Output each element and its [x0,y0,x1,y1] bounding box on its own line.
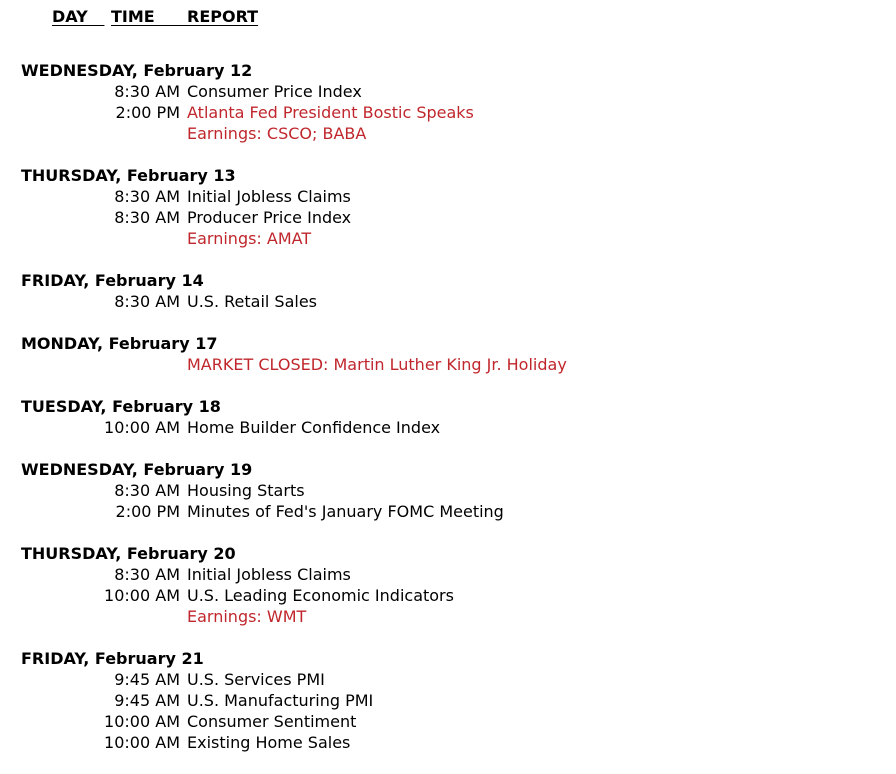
event-report: Minutes of Fed's January FOMC Meeting [187,502,504,521]
event-report-highlighted: MARKET CLOSED: Martin Luther King Jr. Holiday [187,355,567,374]
event-row [0,480,896,501]
event-row [0,123,896,144]
event-row [0,207,896,228]
event-time: 8:30 AM [114,82,180,101]
event-row [0,228,896,249]
event-time: 9:45 AM [114,670,180,689]
column-header-report: REPORT [187,7,259,26]
event-time: 2:00 PM [115,502,180,521]
event-report: U.S. Leading Economic Indicators [187,586,454,605]
event-row [0,186,896,207]
event-time: 10:00 AM [104,586,180,605]
event-report: U.S. Manufacturing PMI [187,691,374,710]
event-report: Consumer Price Index [187,82,362,101]
event-report: Consumer Sentiment [187,712,357,731]
day-block [0,648,896,753]
event-time: 2:00 PM [115,103,180,122]
day-heading: TUESDAY, February 18 [21,397,221,416]
event-row [0,417,896,438]
event-report: Initial Jobless Claims [187,565,351,584]
event-row [0,585,896,606]
event-report-highlighted: Earnings: AMAT [187,229,312,248]
economic-calendar [0,60,896,774]
event-row [0,354,896,375]
day-heading: WEDNESDAY, February 19 [21,460,253,479]
event-row [0,711,896,732]
event-row [0,564,896,585]
day-heading: FRIDAY, February 21 [21,649,204,668]
event-report: U.S. Retail Sales [187,292,318,311]
event-report: Housing Starts [187,481,305,500]
day-heading: THURSDAY, February 13 [21,166,236,185]
event-row [0,81,896,102]
event-report: Existing Home Sales [187,733,351,752]
event-report: U.S. Services PMI [187,670,325,689]
event-row [0,732,896,753]
event-time: 10:00 AM [104,733,180,752]
event-report-highlighted: Atlanta Fed President Bostic Speaks [187,103,474,122]
event-time: 8:30 AM [114,481,180,500]
event-row [0,291,896,312]
event-row [0,501,896,522]
event-row [0,102,896,123]
day-block [0,333,896,375]
day-heading: WEDNESDAY, February 12 [21,61,253,80]
day-heading: THURSDAY, February 20 [21,544,236,563]
event-report-highlighted: Earnings: WMT [187,607,307,626]
event-time: 9:45 AM [114,691,180,710]
event-time: 8:30 AM [114,565,180,584]
event-row [0,690,896,711]
event-time: 8:30 AM [114,292,180,311]
event-time: 8:30 AM [114,187,180,206]
event-report: Initial Jobless Claims [187,187,351,206]
event-time: 8:30 AM [114,208,180,227]
day-block [0,396,896,438]
column-header-day: DAY [52,7,105,26]
day-block [0,543,896,627]
day-heading: FRIDAY, February 14 [21,271,204,290]
event-row [0,669,896,690]
day-block [0,165,896,249]
event-report: Home Builder Confidence Index [187,418,441,437]
event-time: 10:00 AM [104,712,180,731]
column-header-time: TIME [111,7,189,26]
event-report-highlighted: Earnings: CSCO; BABA [187,124,367,143]
event-report: Producer Price Index [187,208,352,227]
day-heading: MONDAY, February 17 [21,334,218,353]
day-block [0,459,896,522]
day-block [0,270,896,312]
event-time: 10:00 AM [104,418,180,437]
day-block [0,60,896,144]
event-row [0,606,896,627]
